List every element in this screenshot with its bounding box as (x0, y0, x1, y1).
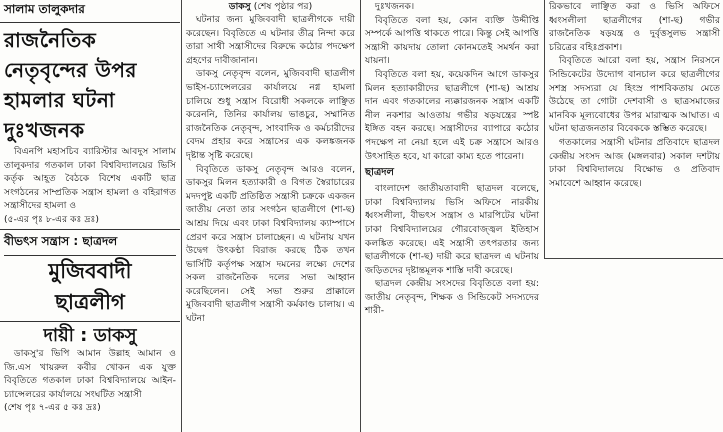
column-2 (181, 0, 359, 432)
col3-paragraph: বিবৃতিতে বলা হয়, কোন ব্যক্তি উদ্দীপ্তি সম্পর্কে আপত্তি থাকতে পারে। কিন্তু সেই আপত্তি সন্ত্রাসী কায়দায় তোলা কোনমতেই সমর্থন করা যায়না। (365, 14, 539, 67)
story2-headline-line: ছাত্রলীগ (55, 289, 125, 314)
story1-kicker: সালাম তালুকদার (0, 0, 180, 23)
story1-headline-line: নেতৃবৃন্দের উপর (4, 58, 137, 82)
col2-paragraph: ঘটনার জন্য মুজিববাদী ছাত্রলীগকে দায়ী করেছেন। বিবৃতিতে এ ঘটনার তীব্র নিন্দা করে তারা সাথী সন্ত্রাসীদের বিরুদ্ধে কঠোর পদক্ষেপ গ্রহণের দাবীজানান। (186, 14, 355, 66)
column-4 (544, 0, 723, 259)
story3-jump: (শেষ পৃঃ ৭-এর ৫ কঃ দ্রঃ) (4, 402, 101, 414)
col3-subhead: ছাত্রদল (365, 167, 395, 179)
continuation-header (182, 0, 359, 13)
col4-paragraph: রিকভাবে লাঞ্ছিত করা ও ভিসি অফিসে ধ্বংসলীলা ছাত্রলীগের (শা-ছ) গভীর রাজনৈতিক ষড়যন্ত্র ও দুর্বৃত্তসুলভ সন্ত্রাসী চরিত্রের বহিঃপ্রকাশ। (549, 1, 720, 53)
col2-paragraph: ডাকসু নেতৃবৃন্দ বলেন, মুজিববাদী ছাত্রলীগ ভাইস-চ্যান্সেলরের কার্যালয়ে নগ্ন হামলা চালিয়ে শুধু সন্ত্রাস বিরোধী সকলকে লাঞ্ছিত করেননি, তিনির কার্যালয় ভাঙচুর, সম্মানিত রাজনৈতিক নেতৃবৃন্দ, সাংবাদিক ও কর্মচারীদের বেদম প্রহার করে সন্ত্রাসের এক কলঙ্কজনক দৃষ্টান্ত সৃষ্টি করেছে। (186, 68, 355, 161)
col3-paragraph: বিবৃতিতে বলা হয়, কয়েকদিন আগে ডাকসুর মিলন হত্যাকারীদের ছাত্রলীগে (শা-ছ) আশ্রয় দান এবং গতকালের ন্যক্কারজনক সন্ত্রাস একটি নীল নকশার আওতায় গভীর ষড়যন্ত্রের স্পষ্ট ইঙ্গিত বহন করছে। সন্ত্রাসীদের ব্যাপারে কঠোর পদক্ষেপ না নেয়া হলে এই চক্র সন্ত্রাসে আরও উৎসাহিত হবে, যা কারো কাম্য হতে পারেনা। (365, 68, 539, 162)
story2-kicker: বীভৎস সন্ত্রাস : ছাত্রদল (4, 233, 176, 256)
story1-body: বিএনপি মহাসচিব ব্যারিস্টার আবদুস সালাম তালুকদার গতকাল ঢাকা বিশ্ববিদ্যালয়ের ভিসি কর্তৃক আহূত বৈঠকে বিশেষ একটি ছাত্র সংগঠনের সাম্প্রতিক সন্ত্রাস হামলা ও বহিরাগত সন্ত্রাসীদের হামলা ও (4, 146, 176, 212)
story2-headline-line: মুজিববাদী (48, 258, 132, 283)
story1-headline-line: দুঃখজনক (4, 118, 85, 142)
col3-paragraph: বাংলাদেশ জাতীয়তাবাদী ছাত্রদল বলেছে, ঢাকা বিশ্ববিদ্যালয় ভিসি অফিসে নারকীয় ধ্বংসলীলা, বীভৎস সন্ত্রাস ও মারপিটের ঘটনা ঢাকা বিশ্ববিদ্যালয়ের গৌরবোজ্জ্বল ইতিহাস কলঙ্কিত করেছে। এই সন্ত্রাসী তৎপরতার জন্য ছাত্রলীগকে (শা-ছ) দায়ী করে ছাত্রদল এ ঘটনায় জড়িতদের দৃষ্টান্তমূলক শাস্তি দাবী করেছে। (365, 183, 539, 276)
story1-jump: (৫-এর পৃঃ ৮-এর কঃ দ্রঃ) (4, 213, 99, 225)
col3-paragraph: ছাত্রদল কেন্দ্রীয় সংসদের বিবৃতিতে বলা হয়: জাতীয় নেতৃবৃন্দ, শিক্ষক ও সিন্ডিকেট সদস্যদের শারী- (365, 278, 539, 317)
continuation-title: ডাকসু (228, 1, 251, 12)
story1-headline-line: হামলার ঘটনা (4, 88, 116, 112)
story3-headline: দায়ী : ডাকসু (43, 324, 137, 346)
col3-paragraph: দুঃখজনক। (375, 1, 415, 12)
col2-paragraph: বিবৃতিতে ডাকসু নেতৃবৃন্দ আরও বলেন, ডাকসুর মিলন হত্যাকারী ও বিগত স্বৈরাচারের মদদপুষ্ট একটি প্রতিষ্ঠিত সন্ত্রাসী চক্রকে একজন জাতীয় নেতা তার সংগঠন ছাত্রলীগে (শা-ছ) আশ্রয় দিয়ে এবং ঢাকা বিশ্ববিদ্যালয় ক্যাম্পাসে প্রেরণ করে সন্ত্রাস চালাচ্ছেন। এ ঘটনায় যখন উদ্বেগ উৎকণ্ঠা বিরাজ করছে ঠিক তখন ভার্সিটি কর্তৃপক্ষ সন্ত্রাস দমনের লক্ষ্যে দেশের সকল রাজনৈতিক দলের সভা আহ্বান করেছিলেন। সেই সভা শুরুর প্রাক্কালে মুজিববাদী ছাত্রলীগ সন্ত্রাসী কর্মকাণ্ড চালায়। এ ঘটনা (186, 163, 355, 325)
col4-paragraph: গতকালের সন্ত্রাসী ঘটনার প্রতিবাদে ছাত্রদল কেন্দ্রীয় সংসদ আজ (মঙ্গলবার) সকাল দশটায় ঢাকা বিশ্ববিদ্যালয়ে বিক্ষোভ ও প্রতিবাদ সমাবেশে আহ্বান করেছে। (549, 136, 720, 189)
story1-headline-line: রাজনৈতিক (4, 28, 97, 52)
col4-paragraph: বিবৃতিতে আরো বলা হয়, সন্ত্রাস নিরসনে সিন্ডিকেটের উদ্যোগ বানচাল করে ছাত্রলীগের সশস্ত্র সদস্যরা যে হিংস্র পাশবিকতায় মেতে উঠেছে তা গোটা দেশবাসী ও ছাত্রসমাজের মানবিক মূল্যবোধের উপর মারাত্মক আঘাত। এ ঘটনা ছাত্রজনতার বিবেককে স্তম্ভিত করেছে। (549, 55, 720, 135)
story-divider (0, 321, 180, 322)
continuation-ref: (শেষ পৃষ্ঠার পর) (253, 1, 313, 12)
column-1 (0, 0, 180, 432)
story1-headline (4, 25, 176, 145)
column-3 (360, 0, 543, 432)
story-divider (0, 229, 180, 230)
story3-body: ডাকসু'র ভিপি আমান উল্লাহ আমান ও জি.এস খায়রুল কবীর খোকন এক যুক্ত বিবৃতিতে গতকাল ঢাকা বিশ্ববিদ্যালয়ে আইন-চ্যান্সেলরের কার্যালয়ে সংঘটিত সন্ত্রাসী (4, 347, 176, 400)
story2-headline (4, 233, 176, 318)
